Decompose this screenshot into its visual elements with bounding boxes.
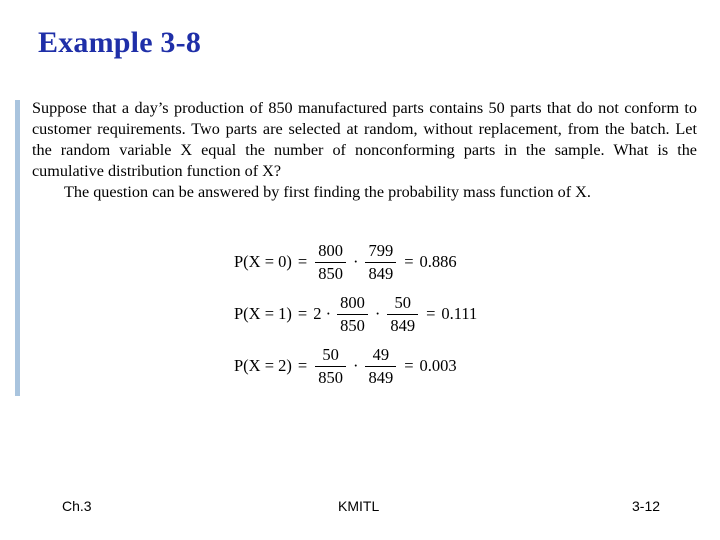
equation-result: 0.111 <box>441 304 478 323</box>
equals-sign: = <box>297 356 308 375</box>
equation-lhs: P(X = 2) <box>234 356 292 375</box>
fraction-denominator: 849 <box>365 262 396 283</box>
equation-lhs: P(X = 0) <box>234 252 292 271</box>
fraction-numerator: 800 <box>318 240 343 260</box>
fraction-denominator: 850 <box>337 314 368 335</box>
equation-row <box>234 292 477 336</box>
fraction-numerator: 50 <box>322 344 339 364</box>
fraction <box>387 294 418 335</box>
fraction-numerator: 49 <box>372 344 390 364</box>
footer-institution: KMITL <box>338 498 380 514</box>
problem-statement <box>32 98 697 203</box>
slide-title: Example 3-8 <box>38 26 202 59</box>
equals-sign: = <box>404 252 414 271</box>
equals-sign: = <box>297 304 308 323</box>
accent-bar <box>15 100 20 396</box>
equation-result: 0.003 <box>419 356 457 375</box>
fraction-denominator: 849 <box>387 314 418 335</box>
equation-row <box>234 344 457 388</box>
fraction-numerator: 800 <box>340 292 365 312</box>
footer-chapter: Ch.3 <box>62 498 92 514</box>
multiply-dot: · <box>374 304 381 323</box>
fraction <box>315 242 346 283</box>
fraction-denominator: 850 <box>315 262 346 283</box>
fraction <box>365 346 396 387</box>
multiply-dot: · <box>352 356 359 375</box>
equation-result: 0.886 <box>419 252 457 271</box>
fraction <box>337 294 368 335</box>
footer-page-number: 3-12 <box>632 498 661 514</box>
fraction-numerator: 50 <box>394 292 411 312</box>
fraction-numerator: 799 <box>368 240 394 260</box>
equation-lhs: P(X = 1) <box>234 304 292 323</box>
equals-sign: = <box>404 356 414 375</box>
equals-sign: = <box>426 304 436 323</box>
fraction-denominator: 849 <box>365 366 396 387</box>
equation-row <box>234 240 457 284</box>
follow-text: The question can be answered by first finding the probability mass function of X. <box>64 183 591 201</box>
fraction <box>365 242 396 283</box>
equals-sign: = <box>297 252 308 271</box>
fraction <box>315 346 346 387</box>
multiply-dot: · <box>352 252 359 271</box>
equation-coefficient: 2 · <box>313 304 332 323</box>
problem-text: Suppose that a day’s production of 850 manufactured parts contains 50 parts that do not conform to customer requirements. Two parts are selected at random, without replacement, from the batch. Let the random variable X equal the number of nonconforming parts in the sample. What is the cumulative distribution function of X? <box>32 99 697 180</box>
fraction-denominator: 850 <box>315 366 346 387</box>
